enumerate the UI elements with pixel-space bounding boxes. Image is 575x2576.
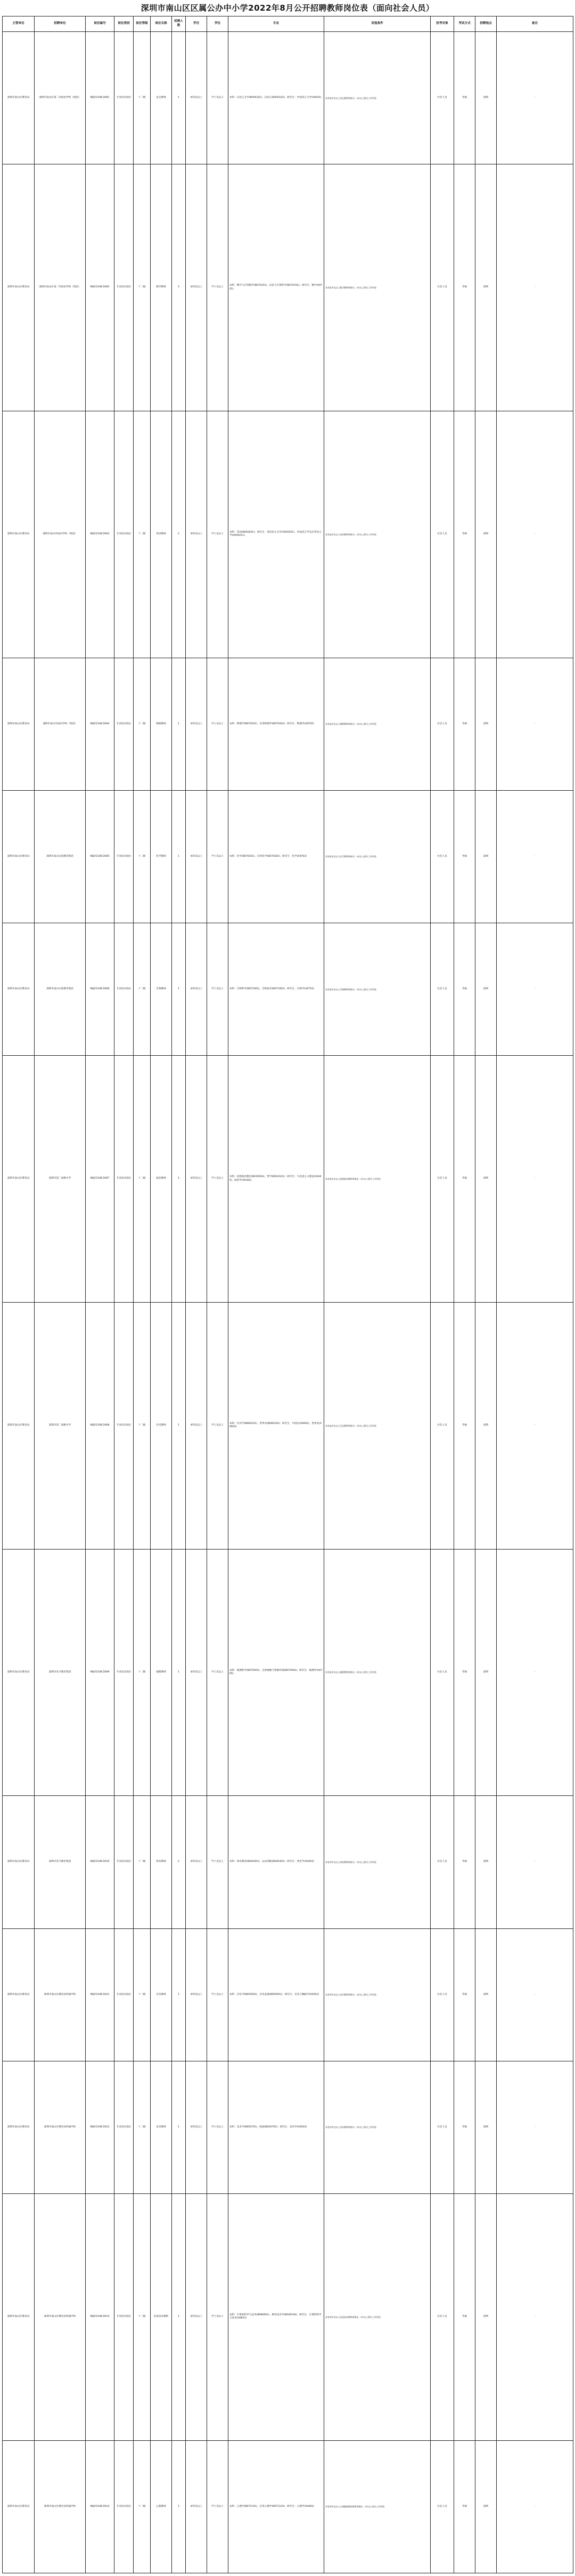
degree-cell: 学士及以上 [207,1928,228,2061]
employer-cell: 深圳市南山区教育局所属学校 [35,2193,86,2440]
location-cell: 深圳 [475,1549,497,1796]
table-row [3,2440,573,2573]
post-code-cell: NSJY2108 D001 [86,32,114,164]
education-cell: 本科及以上 [186,164,207,411]
location-cell: 深圳 [475,2061,497,2193]
header-cell: 专业 [228,16,324,32]
employer-cell: 深圳市南山区教育局所属学校 [35,2061,86,2193]
remarks-cell: - [497,2440,573,2573]
remarks-cell: - [497,411,573,658]
post-level-cell: 十二级 [134,923,151,1056]
degree-cell: 学士及以上 [207,2061,228,2193]
candidate-type-cell: 社会人员 [431,2061,454,2193]
table-row [3,411,573,658]
post-name-cell: 语文教师 [151,32,172,164]
exam-method-cell: 考核 [454,1549,475,1796]
post-type-cell: 专业技术岗位 [114,923,134,1056]
major-cell: 本科：体育教育(B040301)，运动训练(B040302)；研究生：体育学(A0403) [228,1796,324,1928]
degree-cell: 学士及以上 [207,2193,228,2440]
location-cell: 深圳 [475,1302,497,1549]
exam-method-cell: 考核 [454,790,475,923]
post-code-cell: NSJY2108 D009 [86,1549,114,1796]
supervising-unit-cell: 深圳市南山区教育局 [3,32,35,164]
candidate-type-cell: 社会人员 [431,790,454,923]
education-cell: 本科及以上 [186,2193,207,2440]
major-cell: 本科：心理学(B071101)，应用心理学(B071102)；研究生：心理学(A0402) [228,2440,324,2573]
header-cell: 主管单位 [3,16,35,32]
post-name-cell: 信息技术教师 [151,2193,172,2440]
candidate-type-cell: 社会人员 [431,411,454,658]
post-level-cell: 十二级 [134,164,151,411]
degree-cell: 学士及以上 [207,164,228,411]
supervising-unit-cell: 深圳市南山区教育局 [3,1796,35,1928]
header-cell: 招聘地点 [475,16,497,32]
exam-method-cell: 考核 [454,1796,475,1928]
recruitment-table-wrapper [2,16,573,2573]
location-cell: 深圳 [475,1056,497,1303]
major-cell: 本科：美术学(B050701)，绘画(B050702)；研究生：美术学(A0504) [228,2061,324,2193]
education-cell: 本科及以上 [186,1796,207,1928]
location-cell: 深圳 [475,411,497,658]
table-row [3,790,573,923]
post-code-cell: NSJY2108 D005 [86,790,114,923]
employer-cell: 深圳市南山区第二外国语学校（集团） [35,164,86,411]
candidate-type-cell: 社会人员 [431,923,454,1056]
requirements-cell: 具有高中及以上语文教师资格证；2年以上相关工作经验 [324,32,431,164]
education-cell: 本科及以上 [186,1302,207,1549]
post-level-cell: 十二级 [134,2440,151,2573]
supervising-unit-cell: 深圳市南山区教育局 [3,1056,35,1303]
exam-method-cell: 考核 [454,923,475,1056]
post-type-cell: 专业技术岗位 [114,658,134,790]
post-name-cell: 音乐教师 [151,1928,172,2061]
post-code-cell: NSJY2108 D004 [86,658,114,790]
education-cell: 本科及以上 [186,1056,207,1303]
post-level-cell: 十二级 [134,411,151,658]
supervising-unit-cell: 深圳市南山区教育局 [3,923,35,1056]
requirements-cell: 具有高中及以上物理教师资格证；2年以上相关工作经验 [324,658,431,790]
location-cell: 深圳 [475,2440,497,2573]
candidate-type-cell: 社会人员 [431,1796,454,1928]
post-code-cell: NSJY2108 D006 [86,923,114,1056]
headcount-cell: 1 [172,2061,186,2193]
header-cell: 备注 [497,16,573,32]
candidate-type-cell: 社会人员 [431,658,454,790]
supervising-unit-cell: 深圳市南山区教育局 [3,1549,35,1796]
headcount-cell: 1 [172,790,186,923]
major-cell: 本科：历史学(B060101)，世界史(B060102)；研究生：中国史(A0602)，世界史(A0603) [228,1302,324,1549]
post-type-cell: 专业技术岗位 [114,411,134,658]
requirements-cell: 具有高中及以上生物教师资格证；2年以上相关工作经验 [324,923,431,1056]
header-cell: 考试方式 [454,16,475,32]
header-cell: 岗位编号 [86,16,114,32]
headcount-cell: 1 [172,923,186,1056]
header-cell: 岗位类别 [114,16,134,32]
headcount-cell: 2 [172,411,186,658]
supervising-unit-cell: 深圳市南山区教育局 [3,1302,35,1549]
employer-cell: 深圳市南山实验教育集团 [35,923,86,1056]
candidate-type-cell: 社会人员 [431,32,454,164]
post-level-cell: 十二级 [134,2061,151,2193]
degree-cell: 学士及以上 [207,923,228,1056]
post-type-cell: 专业技术岗位 [114,1928,134,2061]
table-body [3,32,573,2573]
degree-cell: 学士及以上 [207,1549,228,1796]
major-cell: 本科：汉语言文学(B050101)，汉语言(B050102)；研究生：中国语言文学(A0501) [228,32,324,164]
location-cell: 深圳 [475,1928,497,2061]
location-cell: 深圳 [475,32,497,164]
table-row [3,164,573,411]
post-level-cell: 十二级 [134,790,151,923]
exam-method-cell: 考核 [454,1056,475,1303]
remarks-cell: - [497,658,573,790]
candidate-type-cell: 社会人员 [431,2193,454,2440]
headcount-cell: 1 [172,2440,186,2573]
major-cell: 本科：数学与应用数学(B070101)，信息与计算科学(B070102)；研究生：数学(A0701) [228,164,324,411]
headcount-cell: 1 [172,1928,186,2061]
degree-cell: 学士及以上 [207,1796,228,1928]
remarks-cell: - [497,923,573,1056]
supervising-unit-cell: 深圳市南山区教育局 [3,2440,35,2573]
remarks-cell: - [497,1302,573,1549]
remarks-cell: - [497,1056,573,1303]
education-cell: 本科及以上 [186,32,207,164]
education-cell: 本科及以上 [186,923,207,1056]
header-cell: 学位 [207,16,228,32]
exam-method-cell: 考核 [454,164,475,411]
supervising-unit-cell: 深圳市南山区教育局 [3,2193,35,2440]
education-cell: 本科及以上 [186,2440,207,2573]
degree-cell: 学士及以上 [207,790,228,923]
major-cell: 本科：音乐学(B050502)，音乐表演(B050501)；研究生：音乐与舞蹈学(A0502) [228,1928,324,2061]
header-cell: 招考对象 [431,16,454,32]
requirements-cell: 具有高中及以上化学教师资格证；2年以上相关工作经验 [324,790,431,923]
major-cell: 本科：计算机科学与技术(B080901)，教育技术学(B040104)；研究生：计算机科学与技术(A0812) [228,2193,324,2440]
post-level-cell: 十二级 [134,2193,151,2440]
exam-method-cell: 考核 [454,32,475,164]
degree-cell: 学士及以上 [207,658,228,790]
education-cell: 本科及以上 [186,411,207,658]
page-title: 深圳市南山区区属公办中小学2022年8月公开招聘教师岗位表（面向社会人员） [141,3,434,13]
headcount-cell: 1 [172,1056,186,1303]
employer-cell: 深圳市南山区教育局所属学校 [35,2440,86,2573]
degree-cell: 学士及以上 [207,1302,228,1549]
header-cell: 招聘单位 [35,16,86,32]
post-level-cell: 十二级 [134,1549,151,1796]
remarks-cell: - [497,2193,573,2440]
post-type-cell: 专业技术岗位 [114,32,134,164]
post-code-cell: NSJY2108 D010 [86,1796,114,1928]
requirements-cell: 具有高中及以上英语教师资格证；2年以上相关工作经验 [324,411,431,658]
post-code-cell: NSJY2108 D014 [86,2440,114,2573]
education-cell: 本科及以上 [186,1928,207,2061]
remarks-cell: - [497,1549,573,1796]
table-row [3,1928,573,2061]
candidate-type-cell: 社会人员 [431,1549,454,1796]
post-code-cell: NSJY2108 D011 [86,1928,114,2061]
degree-cell: 学士及以上 [207,1056,228,1303]
headcount-cell: 1 [172,32,186,164]
employer-cell: 深圳市育才教育集团 [35,1796,86,1928]
exam-method-cell: 考核 [454,411,475,658]
post-name-cell: 物理教师 [151,658,172,790]
table-row [3,1302,573,1549]
header-cell: 招聘人数 [172,16,186,32]
education-cell: 本科及以上 [186,2061,207,2193]
candidate-type-cell: 社会人员 [431,1302,454,1549]
post-name-cell: 英语教师 [151,411,172,658]
post-type-cell: 专业技术岗位 [114,1796,134,1928]
requirements-cell: 具有高中及以上思想政治教师资格证；2年以上相关工作经验 [324,1056,431,1303]
degree-cell: 学士及以上 [207,2440,228,2573]
post-type-cell: 专业技术岗位 [114,2193,134,2440]
candidate-type-cell: 社会人员 [431,1928,454,2061]
post-name-cell: 化学教师 [151,790,172,923]
remarks-cell: - [497,1928,573,2061]
headcount-cell: 1 [172,2193,186,2440]
exam-method-cell: 考核 [454,2061,475,2193]
post-name-cell: 历史教师 [151,1302,172,1549]
major-cell: 本科：物理学(B070201)，应用物理学(B070202)；研究生：物理学(A0702) [228,658,324,790]
location-cell: 深圳 [475,790,497,923]
location-cell: 深圳 [475,2193,497,2440]
exam-method-cell: 考核 [454,2440,475,2573]
employer-cell: 深圳市南山外国语学校（集团） [35,658,86,790]
post-type-cell: 专业技术岗位 [114,2061,134,2193]
table-row [3,1549,573,1796]
remarks-cell: - [497,2061,573,2193]
major-cell: 本科：英语(B050201)；研究生：英语语言文学(A050201)，外国语言学及应用语言学(A050211) [228,411,324,658]
remarks-cell: - [497,164,573,411]
candidate-type-cell: 社会人员 [431,1056,454,1303]
table-row [3,923,573,1056]
post-code-cell: NSJY2108 D012 [86,2061,114,2193]
post-level-cell: 十二级 [134,1056,151,1303]
requirements-cell: 具有初中及以上信息技术教师资格证；2年以上相关工作经验 [324,2193,431,2440]
exam-method-cell: 考核 [454,2193,475,2440]
degree-cell: 学士及以上 [207,32,228,164]
post-level-cell: 十二级 [134,32,151,164]
supervising-unit-cell: 深圳市南山区教育局 [3,411,35,658]
major-cell: 本科：思想政治教育(B030503)，哲学(B010101)；研究生：马克思主义理论(A0305)，政治学(A0302) [228,1056,324,1303]
post-code-cell: NSJY2108 D008 [86,1302,114,1549]
table-header-row [3,16,573,32]
post-code-cell: NSJY2108 D002 [86,164,114,411]
requirements-cell: 具有初中及以上心理健康教育教师资格证；2年以上相关工作经验 [324,2440,431,2573]
major-cell: 本科：地理科学(B070501)，自然地理与资源环境(B070502)；研究生：地理学(A0705) [228,1549,324,1796]
post-type-cell: 专业技术岗位 [114,790,134,923]
requirements-cell: 具有初中及以上音乐教师资格证；2年以上相关工作经验 [324,1928,431,2061]
exam-method-cell: 考核 [454,1302,475,1549]
headcount-cell: 1 [172,1549,186,1796]
post-type-cell: 专业技术岗位 [114,1549,134,1796]
table-row [3,1796,573,1928]
post-code-cell: NSJY2108 D013 [86,2193,114,2440]
candidate-type-cell: 社会人员 [431,2440,454,2573]
post-name-cell: 生物教师 [151,923,172,1056]
employer-cell: 深圳市育才教育集团 [35,1549,86,1796]
location-cell: 深圳 [475,1796,497,1928]
major-cell: 本科：生物科学(B071001)，生物技术(B071002)；研究生：生物学(A0710) [228,923,324,1056]
requirements-cell: 具有初中及以上体育教师资格证；2年以上相关工作经验 [324,1796,431,1928]
location-cell: 深圳 [475,164,497,411]
requirements-cell: 具有高中及以上数学教师资格证；2年以上相关工作经验 [324,164,431,411]
remarks-cell: - [497,790,573,923]
education-cell: 本科及以上 [186,1549,207,1796]
headcount-cell: 2 [172,164,186,411]
headcount-cell: 2 [172,1796,186,1928]
table-row [3,32,573,164]
exam-method-cell: 考核 [454,1928,475,2061]
table-row [3,2193,573,2440]
post-level-cell: 十二级 [134,658,151,790]
headcount-cell: 1 [172,658,186,790]
supervising-unit-cell: 深圳市南山区教育局 [3,164,35,411]
location-cell: 深圳 [475,658,497,790]
remarks-cell: - [497,32,573,164]
education-cell: 本科及以上 [186,658,207,790]
header-cell: 岗位名称 [151,16,172,32]
post-name-cell: 美术教师 [151,2061,172,2193]
post-type-cell: 专业技术岗位 [114,2440,134,2573]
employer-cell: 深圳市第二高级中学 [35,1302,86,1549]
post-code-cell: NSJY2108 D003 [86,411,114,658]
table-row [3,1056,573,1303]
education-cell: 本科及以上 [186,790,207,923]
header-cell: 学历 [186,16,207,32]
requirements-cell: 具有高中及以上地理教师资格证；2年以上相关工作经验 [324,1549,431,1796]
supervising-unit-cell: 深圳市南山区教育局 [3,2061,35,2193]
requirements-cell: 具有高中及以上历史教师资格证；2年以上相关工作经验 [324,1302,431,1549]
recruitment-table [2,16,573,2573]
post-level-cell: 十二级 [134,1302,151,1549]
post-type-cell: 专业技术岗位 [114,1302,134,1549]
post-type-cell: 专业技术岗位 [114,1056,134,1303]
table-row [3,2061,573,2193]
supervising-unit-cell: 深圳市南山区教育局 [3,1928,35,2061]
candidate-type-cell: 社会人员 [431,164,454,411]
degree-cell: 学士及以上 [207,411,228,658]
post-name-cell: 心理教师 [151,2440,172,2573]
header-cell: 岗位等级 [134,16,151,32]
table-row [3,658,573,790]
exam-method-cell: 考核 [454,658,475,790]
post-name-cell: 体育教师 [151,1796,172,1928]
requirements-cell: 具有初中及以上美术教师资格证；2年以上相关工作经验 [324,2061,431,2193]
employer-cell: 深圳市南山区教育局所属学校 [35,1928,86,2061]
post-name-cell: 地理教师 [151,1549,172,1796]
major-cell: 本科：化学(B070301)，应用化学(B070302)；研究生：化学(A0703) [228,790,324,923]
employer-cell: 深圳市南山实验教育集团 [35,790,86,923]
post-name-cell: 数学教师 [151,164,172,411]
supervising-unit-cell: 深圳市南山区教育局 [3,658,35,790]
employer-cell: 深圳市南山区第二外国语学校（集团） [35,32,86,164]
location-cell: 深圳 [475,923,497,1056]
header-cell: 其他条件 [324,16,431,32]
post-name-cell: 政治教师 [151,1056,172,1303]
post-level-cell: 十二级 [134,1928,151,2061]
supervising-unit-cell: 深圳市南山区教育局 [3,790,35,923]
post-level-cell: 十二级 [134,1796,151,1928]
headcount-cell: 1 [172,1302,186,1549]
employer-cell: 深圳市南山外国语学校（集团） [35,411,86,658]
post-type-cell: 专业技术岗位 [114,164,134,411]
post-code-cell: NSJY2108 D007 [86,1056,114,1303]
remarks-cell: - [497,1796,573,1928]
employer-cell: 深圳市第二高级中学 [35,1056,86,1303]
